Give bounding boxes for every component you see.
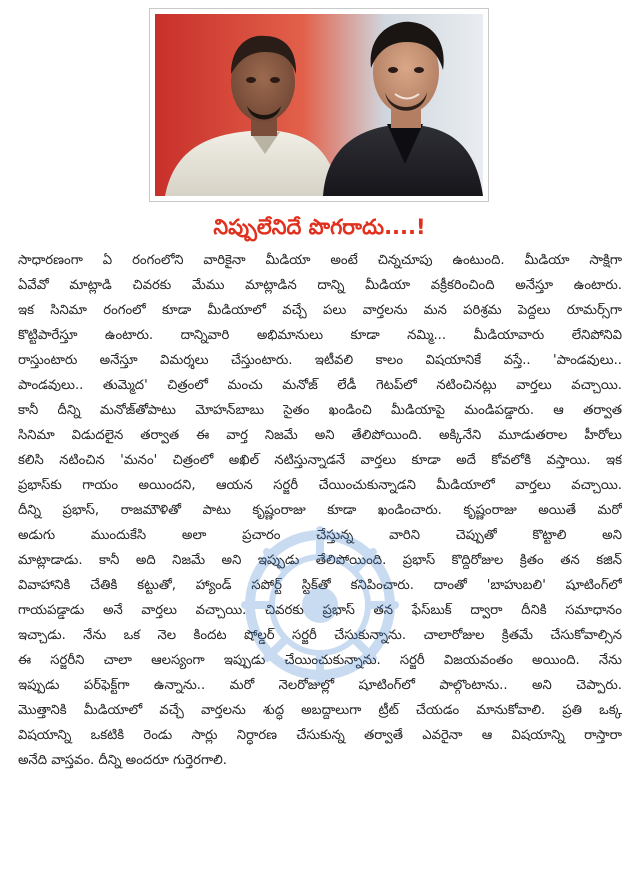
article-line: మొత్తానికి మీడియాలో వచ్చే వార్తలను శుద్ధ అబద్దాలుగా ట్రీట్‌ చేయడం మానుకోవాలి. ప్రతి ఒక్క [18, 703, 622, 718]
article-line: పాండవులు.. తుమ్మెద' చిత్రంలో మంచు మనోజ్‌ లేడీ గెటప్‌లో నటించినట్లు వార్తలు వచ్చాయి. [18, 378, 622, 393]
article-photo [155, 14, 483, 196]
article-line: ఇచ్చాడు. నేను ఒక నెల కిందట షోల్డర్‌ సర్జరీ చేసుకున్నాను. చాలారోజుల క్రితమే చేసుకోవాల్సిన [18, 628, 622, 643]
article-line: రాస్తుంటారు అనేస్తూ విమర్శలు చేస్తుంటారు. ఇటీవలి కాలం విషయానికే వస్తే.. 'పాండవులు.. [18, 353, 622, 368]
article-line: ఏవేవో మాట్లాడి చివరకు మేము మాట్లాడిన దాన్ని మీడియా వక్రీకరించింది అనేస్తూ ఉంటారు. [18, 278, 622, 293]
article-line: సినిమా విడుదలైన తర్వాత ఈ వార్త నిజమే అని తేలిపోయింది. అక్కినేని మూడుతరాల హీరోలు [18, 428, 622, 443]
article-line: గాయపడ్డాడు అనే వార్తలు వచ్చాయి. చివరకు ప్రభాస్‌ తన ఫేస్‌బుక్‌ ద్వారా దీనికి సమాధానం [18, 603, 622, 618]
article-line: ఈ సర్జరీని చాలా ఆలస్యంగా ఇప్పుడు చేయించుకున్నాను. సర్జరీ విజయవంతం అయింది. నేను [18, 653, 622, 668]
article-line: అడుగు ముందుకేసి అలా ప్రచారం చేస్తున్న వారిని చెప్పుతో కొట్టాలి అని [18, 528, 622, 543]
article-line: కలిసి నటించిన 'మనం' చిత్రంలో అఖిల్‌ నటిస్తున్నాడనే వార్తలు కూడా అదే కోవలోకి వస్తాయి. ఇక [18, 453, 622, 468]
article-line: దీన్ని ప్రభాస్‌, రాజమౌళితో పాటు కృష్ణంరాజు కూడా ఖండించారు. కృష్ణంరాజు అయితే మరో [18, 503, 622, 518]
article-line: ఇప్పుడు పర్‌ఫెక్ట్‌గా ఉన్నాను.. మరో నెలరోజుల్లో షూటింగ్‌లో పాల్గొంటాను.. అని చెప్పారు. [18, 678, 622, 693]
article-line: విషయాన్ని ఒకటికి రెండు సార్లు నిర్ధారణ చేసుకున్న తర్వాతే ఎవరైనా ఆ విషయాన్ని రాస్తారా [18, 728, 622, 743]
article-line: కొట్టిపారేస్తూ ఉంటారు. దాన్నివారి అభిమానులు కూడా నమ్మి... మీడియావారు లేనిపోనివి [18, 328, 622, 343]
article-line: మాట్లాడాడు. కానీ అది నిజమే అని ఇప్పుడు తేలిపోయింది. ప్రభాస్‌ కొద్దిరోజుల క్రితం తన కజిన్‌ [18, 553, 622, 568]
article-line: ఇక సినిమా రంగంలో కూడా మీడియాలో వచ్చే పలు వార్తలను మన పరిశ్రమ పెద్దలు రూమర్స్‌గా [18, 303, 622, 318]
article-headline: నిప్పులేనిదే పొగరాదు....! [213, 215, 426, 239]
article-line: సాధారణంగా ఏ రంగంలోని వారికైనా మీడియా అంటే చిన్నచూపు ఉంటుంది. మీడియా సాక్షిగా [18, 253, 622, 268]
article-line: ప్రభాస్‌కు గాయం అయిందని, ఆయన సర్జరీ చేయించుకున్నాడని మీడియాలో వార్తలు వచ్చాయి. [18, 478, 622, 493]
article-line: వివాహానికి చేతికి కట్టుతో, హ్యాండ్‌ సపోర్ట్‌ స్టిక్‌తో కనిపించారు. దాంతో 'బాహుబలి' షూటింగ్‌లో [18, 578, 622, 593]
article-body [18, 248, 622, 773]
article-photo-frame [149, 8, 489, 202]
article-line: అనేది వాస్తవం. దీన్ని అందరూ గుర్తెరగాలి. [18, 753, 227, 768]
article-line: కానీ దీన్ని మనోజ్‌తోపాటు మోహన్‌బాబు సైతం ఖండించి మీడియాపై మండిపడ్డారు. ఆ తర్వాత [18, 403, 622, 418]
photo-of-two-men-icon [155, 14, 483, 196]
